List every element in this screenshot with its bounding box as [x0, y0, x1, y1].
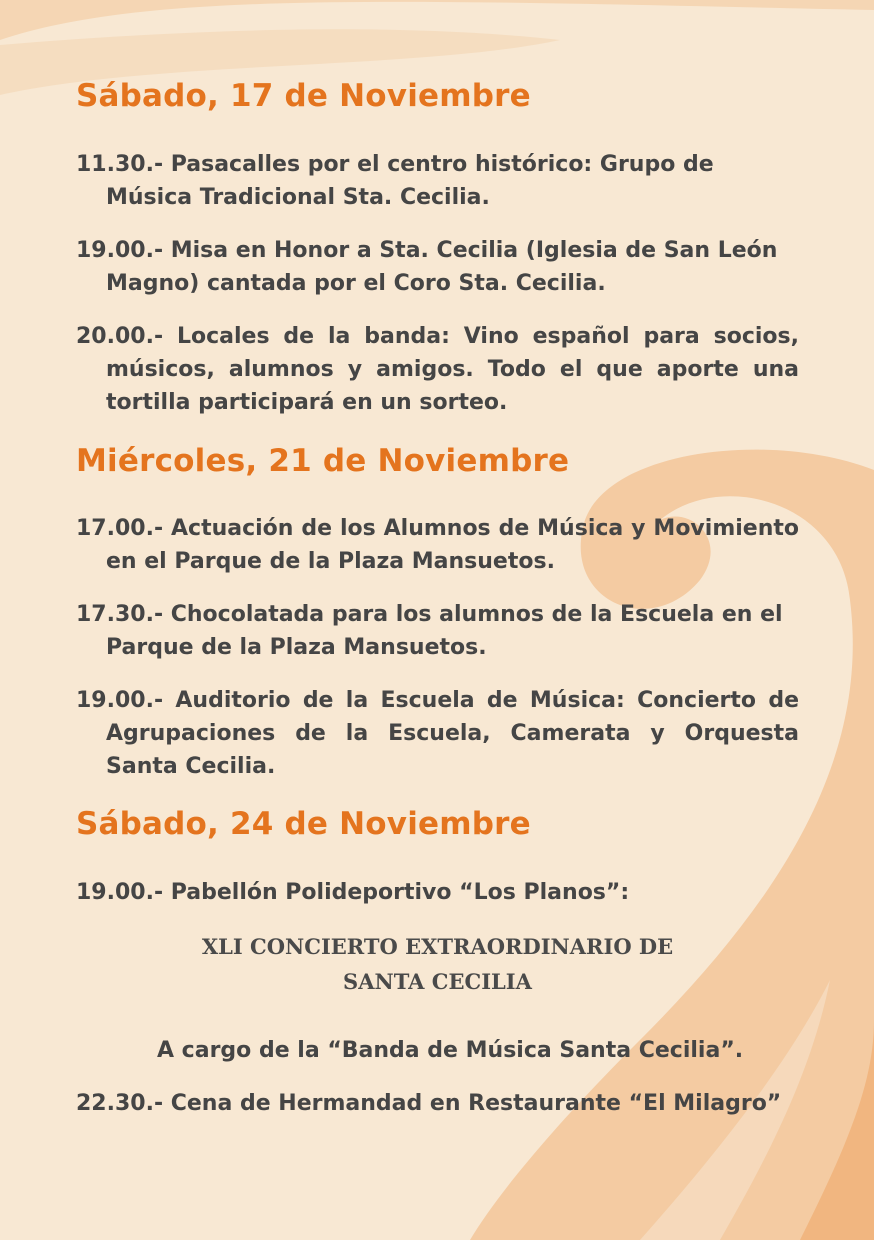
event-item: 19.00.- Auditorio de la Escuela de Música: Concierto de Agrupaciones de la Escuela, Camerata y Orquesta Santa Cecilia.: [76, 688, 799, 779]
event-item: 22.30.- Cena de Hermandad en Restaurante “El Milagro”: [76, 1091, 782, 1116]
event-item: 17.00.- Actuación de los Alumnos de Música y Movimiento en el Parque de la Plaza Mansuetos.: [76, 516, 799, 574]
concert-performer: A cargo de la “Banda de Música Santa Cecilia”.: [157, 1038, 744, 1063]
day-heading-sabado-17: Sábado, 17 de Noviembre: [76, 78, 531, 114]
event-item: 17.30.- Chocolatada para los alumnos de la Escuela en el Parque de la Plaza Mansuetos.: [76, 602, 783, 660]
concert-title-line2: SANTA CECILIA: [343, 969, 532, 994]
event-item: 20.00.- Locales de la banda: Vino español para socios, músicos, alumnos y amigos. Todo el que aporte una tortilla participará en un sorteo.: [76, 324, 799, 415]
event-item: 11.30.- Pasacalles por el centro histórico: Grupo de Música Tradicional Sta. Cecilia.: [76, 152, 714, 210]
concert-title-line1: XLI CONCIERTO EXTRAORDINARIO DE: [201, 934, 674, 959]
day-heading-sabado-24: Sábado, 24 de Noviembre: [76, 806, 531, 842]
event-item: 19.00.- Pabellón Polideportivo “Los Planos”:: [76, 880, 630, 905]
event-item: 19.00.- Misa en Honor a Sta. Cecilia (Iglesia de San León Magno) cantada por el Coro Sta. Cecilia.: [76, 238, 778, 296]
day-heading-miercoles-21: Miércoles, 21 de Noviembre: [76, 443, 570, 479]
